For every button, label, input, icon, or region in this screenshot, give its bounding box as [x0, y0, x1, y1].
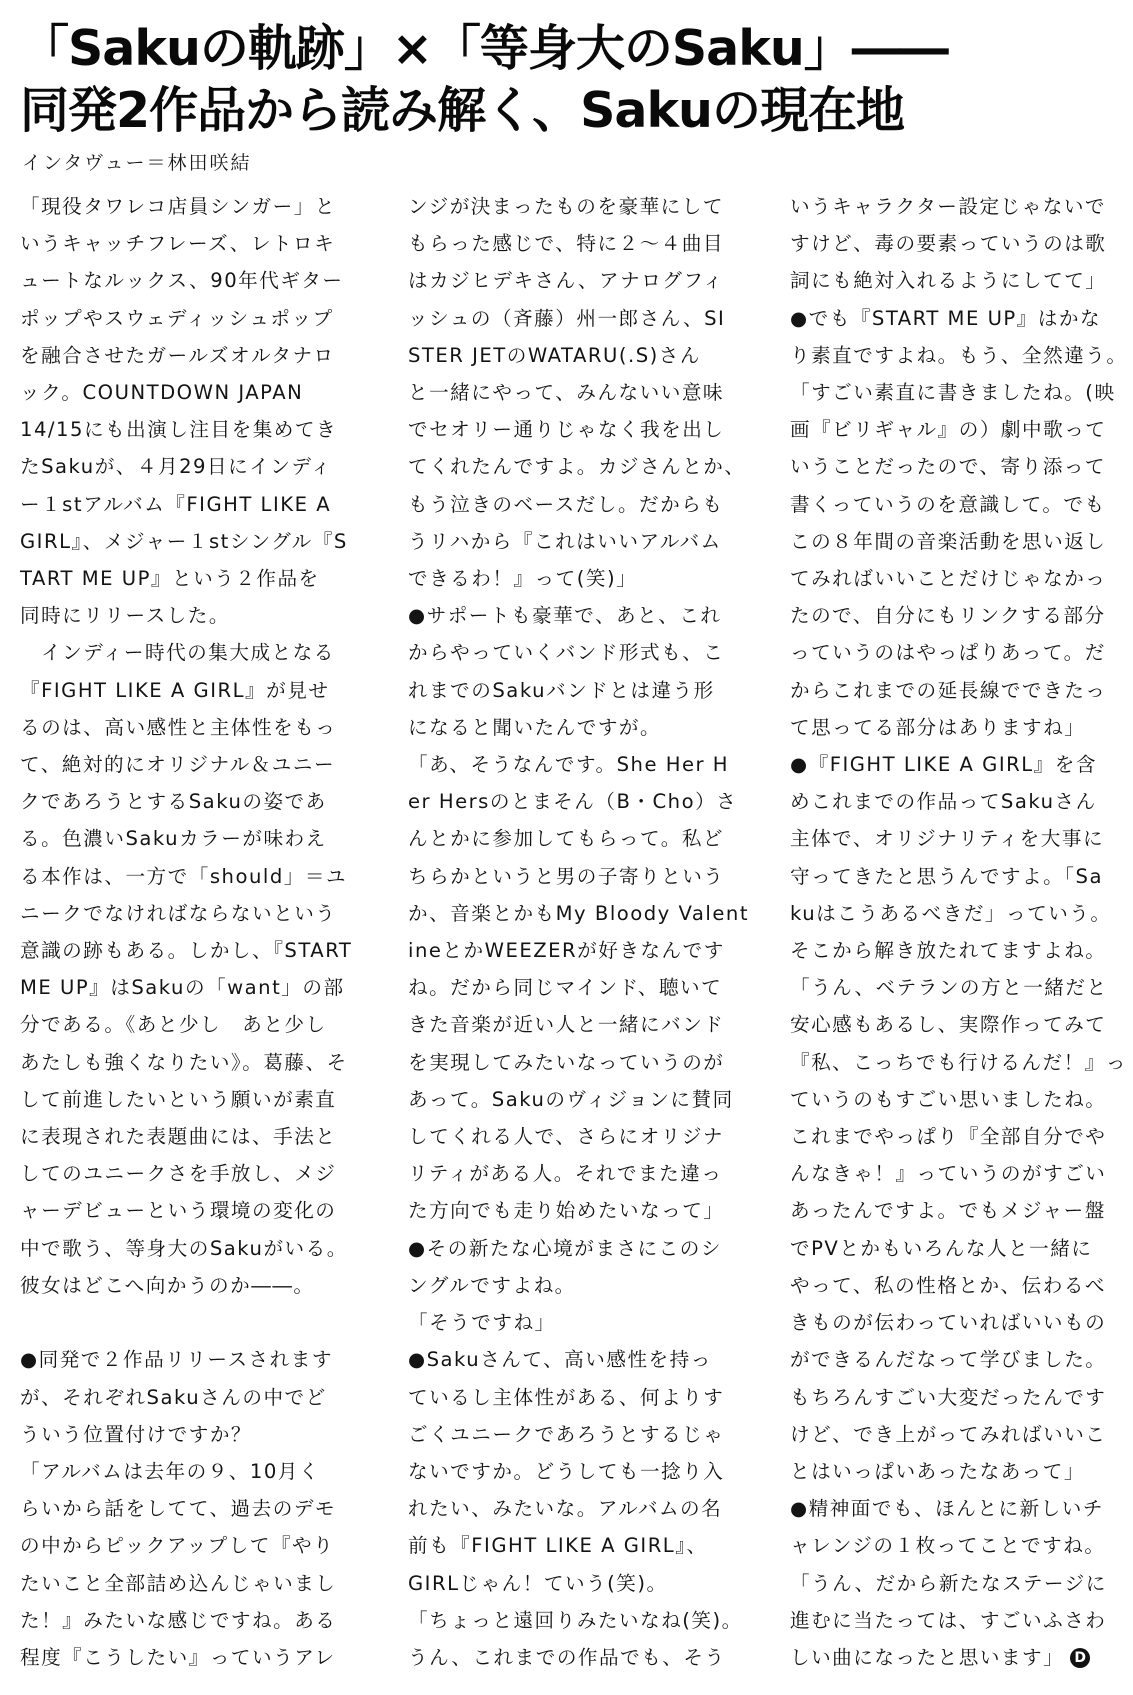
- text-line: STER JETのWATARU(.S)さん: [408, 343, 701, 367]
- text-line: あって。Sakuのヴィジョンに賛同: [408, 1087, 734, 1111]
- text-line: うリハから『これはいいアルバム: [408, 529, 722, 553]
- text-line: るのは、高い感性と主体性をもっ: [20, 715, 337, 739]
- text-line: 程度『こうしたい』っていうアレ: [20, 1645, 336, 1669]
- text-line: ちらかというと男の子寄りという: [408, 864, 725, 888]
- text-line: ないですか。どうしても一捻り入: [408, 1459, 725, 1483]
- text-line: いうキャラクター設定じゃないで: [790, 195, 1107, 218]
- headline-line-1: 「Sakuの軌跡」×「等身大のSaku」――: [20, 20, 948, 77]
- text-line: もう泣きのベースだし。だからも: [408, 492, 724, 516]
- text-line: り素直ですよね。もう、全然違う。: [790, 343, 1128, 367]
- text-line: て思ってる部分はありますね」: [790, 715, 1086, 739]
- text-line: ているし主体性がある、何よりす: [408, 1385, 725, 1409]
- text-line: しい曲になったと思います」 D: [790, 1639, 1133, 1676]
- text-line: ね。だから同じマインド、聴いて: [408, 976, 723, 1000]
- text-line: に表現された表題曲には、手法と: [20, 1125, 337, 1149]
- text-line: いうことだったので、寄り添って: [790, 455, 1107, 479]
- text-line: ンジが決まったものを豪華にして: [408, 195, 724, 218]
- text-line: でセオリー通りじゃなく我を出し: [408, 418, 725, 442]
- text-line: 「すごい素直に書きましたね。(映: [790, 381, 1116, 405]
- text-line: kuはこうあるべきだ」っていう。: [790, 901, 1112, 925]
- text-line: けど、でき上がってみればいいこ: [790, 1422, 1107, 1446]
- text-line: 詞にも絶対入れるようにしてて」: [790, 269, 1107, 293]
- text-line: たいこと全部詰め込んじゃいまし: [20, 1571, 337, 1595]
- text-line: うん、これまでの作品でも、そう: [408, 1645, 726, 1669]
- text-column-1: [20, 188, 365, 1676]
- text-line: 「あ、そうなんです。She Her H: [408, 753, 730, 777]
- text-line: 前も『FIGHT LIKE A GIRL』、: [408, 1534, 708, 1558]
- text-line: たので、自分にもリンクする部分: [790, 604, 1106, 628]
- text-line: やって、私の性格とか、伝わるべ: [790, 1273, 1107, 1297]
- text-line: んなきゃ！』っていうのがすごい: [790, 1162, 1107, 1186]
- text-line: ができるんだなって学びました。: [790, 1348, 1107, 1372]
- text-line: んとかに参加してもらって。私ど: [408, 827, 725, 851]
- headline-line-2: 同発2作品から読み解く、Sakuの現在地: [20, 82, 904, 139]
- text-line: 彼女はどこへ向かうのか――。: [20, 1273, 315, 1297]
- text-line: ングルですよね。: [408, 1273, 576, 1297]
- text-line: もらった感じで、特に２～４曲目: [408, 232, 725, 256]
- text-line: ック。COUNTDOWN JAPAN: [20, 381, 304, 405]
- text-line: 「ちょっと遠回りみたいなね(笑)。: [408, 1608, 743, 1632]
- text-line: ineとかWEEZERが好きなんです: [408, 939, 725, 963]
- text-line: とはいっぱいあったなあって」: [790, 1459, 1085, 1483]
- text-line: ポップやスウェディッシュポップ: [20, 306, 334, 330]
- text-line: ていうのもすごい思いましたね。: [790, 1087, 1107, 1111]
- text-line: あったんですよ。でもメジャー盤: [790, 1199, 1106, 1223]
- text-line: れまでのSakuバンドとは違う形: [408, 678, 715, 702]
- text-line: を実現してみたいなっていうのが: [408, 1050, 725, 1074]
- text-line: ME UP』はSakuの「want」の部: [20, 976, 345, 1000]
- text-line: インディー時代の集大成となる: [20, 641, 335, 665]
- text-line: ャーデビューという環境の変化の: [20, 1199, 337, 1223]
- text-line: 書くっていうのを意識して。でも: [790, 492, 1106, 516]
- text-line: ュートなルックス、90年代ギター: [20, 269, 344, 293]
- byline: インタヴュー＝林田咲結: [22, 152, 252, 174]
- text-line: れたい、みたいな。アルバムの名: [408, 1497, 723, 1521]
- text-line: めこれまでの作品ってSakuさん: [790, 790, 1097, 814]
- text-line: る。色濃いSakuカラーが味わえ: [20, 827, 327, 851]
- text-line: できるわ！』って(笑)」: [408, 567, 638, 591]
- text-line: ッシュの（斉藤）州一郎さん、SI: [408, 306, 726, 330]
- text-line: そこから解き放たれてますよね。: [790, 939, 1107, 963]
- text-line: はカジヒデキさん、アナログフィ: [408, 269, 725, 293]
- text-line: た方向でも走り始めたいなって」: [408, 1199, 725, 1223]
- text-line: ャレンジの１枚ってことですね。: [790, 1534, 1106, 1558]
- text-line: 14/15にも出演し注目を集めてき: [20, 418, 338, 442]
- text-line: らいから話をしてて、過去のデモ: [20, 1497, 337, 1521]
- end-mark-icon: D: [1070, 1648, 1090, 1668]
- text-line: の中からピックアップして『やり: [20, 1534, 335, 1558]
- text-line: っていうのはやっぱりあって。だ: [790, 641, 1106, 665]
- text-line: 「うん、ベテランの方と一緒だと: [790, 976, 1108, 1000]
- text-line: すけど、毒の要素っていうのは歌: [790, 232, 1107, 256]
- text-line: と一緒にやって、みんないい意味: [408, 381, 725, 405]
- text-line: 「現役タワレコ店員シンガー」と: [20, 195, 336, 218]
- text-line: ●サポートも豪華で、あと、これ: [408, 604, 722, 628]
- text-line: 『FIGHT LIKE A GIRL』が見せ: [20, 678, 330, 702]
- text-line: たSakuが、４月29日にインディ: [20, 455, 333, 479]
- text-line: クであろうとするSakuの姿であ: [20, 790, 327, 814]
- text-line: か、音楽とかもMy Bloody Valent: [408, 901, 749, 925]
- text-line: er Hersのとまそん（B・Cho）さ: [408, 790, 738, 814]
- text-line: してくれる人で、さらにオリジナ: [408, 1125, 725, 1149]
- text-line: 「アルバムは去年の９、10月く: [20, 1459, 320, 1483]
- text-line: もちろんすごい大変だったんです: [790, 1385, 1107, 1409]
- text-line: きた音楽が近い人と一緒にバンド: [408, 1013, 725, 1037]
- text-line: 進むに当たっては、すごいふさわ: [790, 1608, 1107, 1632]
- text-line: 守ってきたと思うんですよ。「Sa: [790, 864, 1103, 888]
- text-line: 中で歌う、等身大のSakuがいる。: [20, 1236, 348, 1260]
- text-column-2: [408, 188, 753, 1676]
- text-line: ●その新たな心境がまさにこのシ: [408, 1236, 722, 1260]
- text-line: この８年間の音楽活動を思い返し: [790, 529, 1107, 553]
- text-line: 同時にリリースした。: [20, 604, 230, 628]
- text-line: 安心感もあるし、実際作ってみて: [790, 1013, 1107, 1037]
- text-line: 主体で、オリジナリティを大事に: [790, 827, 1105, 851]
- text-line: を融合させたガールズオルタナロ: [20, 343, 335, 367]
- text-line: でPVとかもいろんな人と一緒に: [790, 1236, 1093, 1260]
- text-line: GIRLじゃん！ていう(笑)。: [408, 1571, 668, 1595]
- text-line: ニークでなければならないという: [20, 901, 337, 925]
- text-line: ●『FIGHT LIKE A GIRL』を含: [790, 753, 1097, 777]
- text-line: になると聞いたんですが。: [408, 715, 662, 739]
- text-line: あたしも強くなりたい》。葛藤、そ: [20, 1050, 348, 1074]
- text-line: 「そうですね」: [408, 1311, 556, 1335]
- text-line: ごくユニークであろうとするじゃ: [408, 1422, 725, 1446]
- text-line: ー１stアルバム『FIGHT LIKE A: [20, 492, 332, 516]
- text-line: してのユニークさを手放し、メジ: [20, 1162, 337, 1186]
- text-column-3: [790, 188, 1133, 1676]
- text-line: てみればいいことだけじゃなかっ: [790, 567, 1107, 591]
- text-line: 画『ビリギャル』の）劇中歌って: [790, 418, 1107, 442]
- text-line: [20, 1304, 365, 1341]
- text-line: ●精神面でも、ほんとに新しいチ: [790, 1497, 1104, 1521]
- text-line: 意識の跡もある。しかし、『START: [20, 939, 353, 963]
- text-line: して前進したいという願いが素直: [20, 1087, 337, 1111]
- text-line: きものが伝わっていればいいもの: [790, 1311, 1107, 1335]
- text-line: が、それぞれSakuさんの中でど: [20, 1385, 327, 1409]
- text-line: て、絶対的にオリジナル＆ユニー: [20, 753, 336, 777]
- text-line: てくれたんですよ。カジさんとか、: [408, 455, 746, 479]
- text-line: からこれまでの延長線でできたっ: [790, 678, 1107, 702]
- text-line: 『私、こっちでも行けるんだ！』っ: [790, 1050, 1127, 1074]
- text-line: ●同発で２作品リリースされます: [20, 1348, 333, 1372]
- text-line: 分である。《あと少し あと少し: [20, 1013, 327, 1037]
- text-line: ういう位置付けですか？: [20, 1422, 253, 1446]
- text-line: これまでやっぱり『全部自分でや: [790, 1125, 1107, 1149]
- text-line: 「うん、だから新たなステージに: [790, 1571, 1107, 1595]
- text-line: TART ME UP』という２作品を: [20, 567, 320, 591]
- headline: [20, 18, 1110, 142]
- text-line: た！』みたいな感じですね。ある: [20, 1608, 337, 1632]
- text-line: る本作は、一方で「should」＝ユ: [20, 864, 348, 888]
- text-line: GIRL』、メジャー１stシングル『S: [20, 529, 348, 553]
- text-line: からやっていくバンド形式も、こ: [408, 641, 725, 665]
- text-line: ●でも『START ME UP』はかな: [790, 306, 1102, 330]
- text-line: ●Sakuさんて、高い感性を持っ: [408, 1348, 712, 1372]
- text-line: いうキャッチフレーズ、レトロキ: [20, 232, 336, 256]
- text-line: リティがある人。それでまた違っ: [408, 1162, 723, 1186]
